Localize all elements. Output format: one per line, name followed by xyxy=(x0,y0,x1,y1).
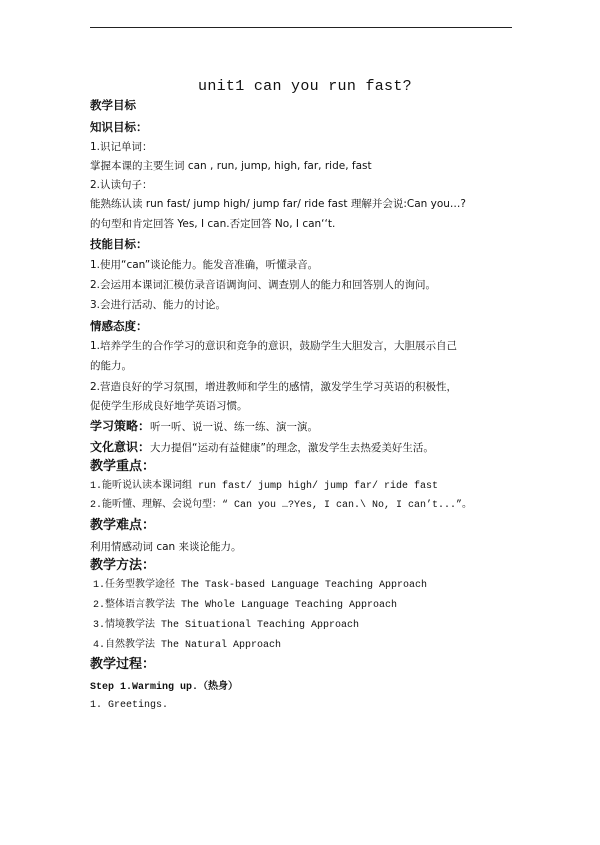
method-1: 1.任务型教学途径 The Task-based Language Teaching Approach xyxy=(93,580,428,591)
key-point-1: 1.能听说认读本课词组 run fast/ jump high/ jump far/ ride fast xyxy=(90,481,439,492)
heading-process: 教学过程： xyxy=(90,657,156,672)
knowledge-item-1: 1.识记单词： xyxy=(90,141,153,153)
knowledge-item-2: 2.认读句子： xyxy=(90,179,153,191)
step-1-item-1: 1. Greetings. xyxy=(90,700,169,711)
attitude-item-2-line1: 2.营造良好的学习氛围，增进教师和学生的感情，激发学生学习英语的积极性， xyxy=(90,381,458,393)
heading-teaching-goals: 教学目标 xyxy=(90,98,136,112)
attitude-item-1-line1: 1.培养学生的合作学习的意识和竞争的意识，鼓励学生大胆发言，大胆展示自己 xyxy=(90,340,458,352)
strategy-text: 听一听、说一说、练一练、演一演。 xyxy=(150,421,319,433)
key-point-2: 2.能听懂、理解、会说句型：“ Can you …?Yes, I can.\ No, I can’t...”。 xyxy=(90,500,473,511)
method-4: 4.自然教学法 The Natural Approach xyxy=(93,640,282,651)
strategy-line xyxy=(90,419,318,434)
skill-item-2: 2.会运用本课词汇模仿录音语调询问、调查别人的能力和回答别人的询问。 xyxy=(90,279,437,291)
attitude-item-1-line2: 的能力。 xyxy=(90,360,132,372)
culture-text: 大力提倡“运动有益健康”的理念，激发学生去热爱美好生活。 xyxy=(150,442,434,454)
strategy-label: 学习策略： xyxy=(90,419,151,433)
knowledge-sentences-line1: 能熟练认读 run fast/ jump high/ jump far/ ride fast 理解并会说:Can you…? xyxy=(90,198,467,210)
knowledge-words: 掌握本课的主要生词 can , run, jump, high, far, ride, fast xyxy=(90,160,372,172)
heading-skill-goals: 技能目标： xyxy=(90,237,148,251)
heading-difficulties: 教学难点： xyxy=(90,518,156,533)
skill-item-1: 1.使用“can”谈论能力。能发音准确，听懂录音。 xyxy=(90,259,319,271)
heading-knowledge-goals: 知识目标： xyxy=(90,120,148,134)
heading-key-points: 教学重点： xyxy=(90,459,156,474)
skill-item-3: 3.会进行活动、能力的讨论。 xyxy=(90,299,227,311)
page-title: unit1 can you run fast? xyxy=(198,78,412,95)
difficulty-text: 利用情感动词 can 来谈论能力。 xyxy=(90,541,242,553)
culture-line xyxy=(90,440,434,455)
step-1-heading: Step 1.Warming up.（热身） xyxy=(90,682,239,693)
header-rule xyxy=(90,27,512,28)
heading-attitude: 情感态度： xyxy=(90,319,148,333)
method-3: 3.情境教学法 The Situational Teaching Approach xyxy=(93,620,360,631)
heading-methods: 教学方法： xyxy=(90,558,156,573)
attitude-item-2-line2: 促使学生形成良好地学英语习惯。 xyxy=(90,400,248,412)
method-2: 2.整体语言教学法 The Whole Language Teaching Approach xyxy=(93,600,398,611)
knowledge-sentences-line2: 的句型和肯定回答 Yes, I can.否定回答 No, I can‘‘t. xyxy=(90,218,336,230)
culture-label: 文化意识： xyxy=(90,440,151,454)
